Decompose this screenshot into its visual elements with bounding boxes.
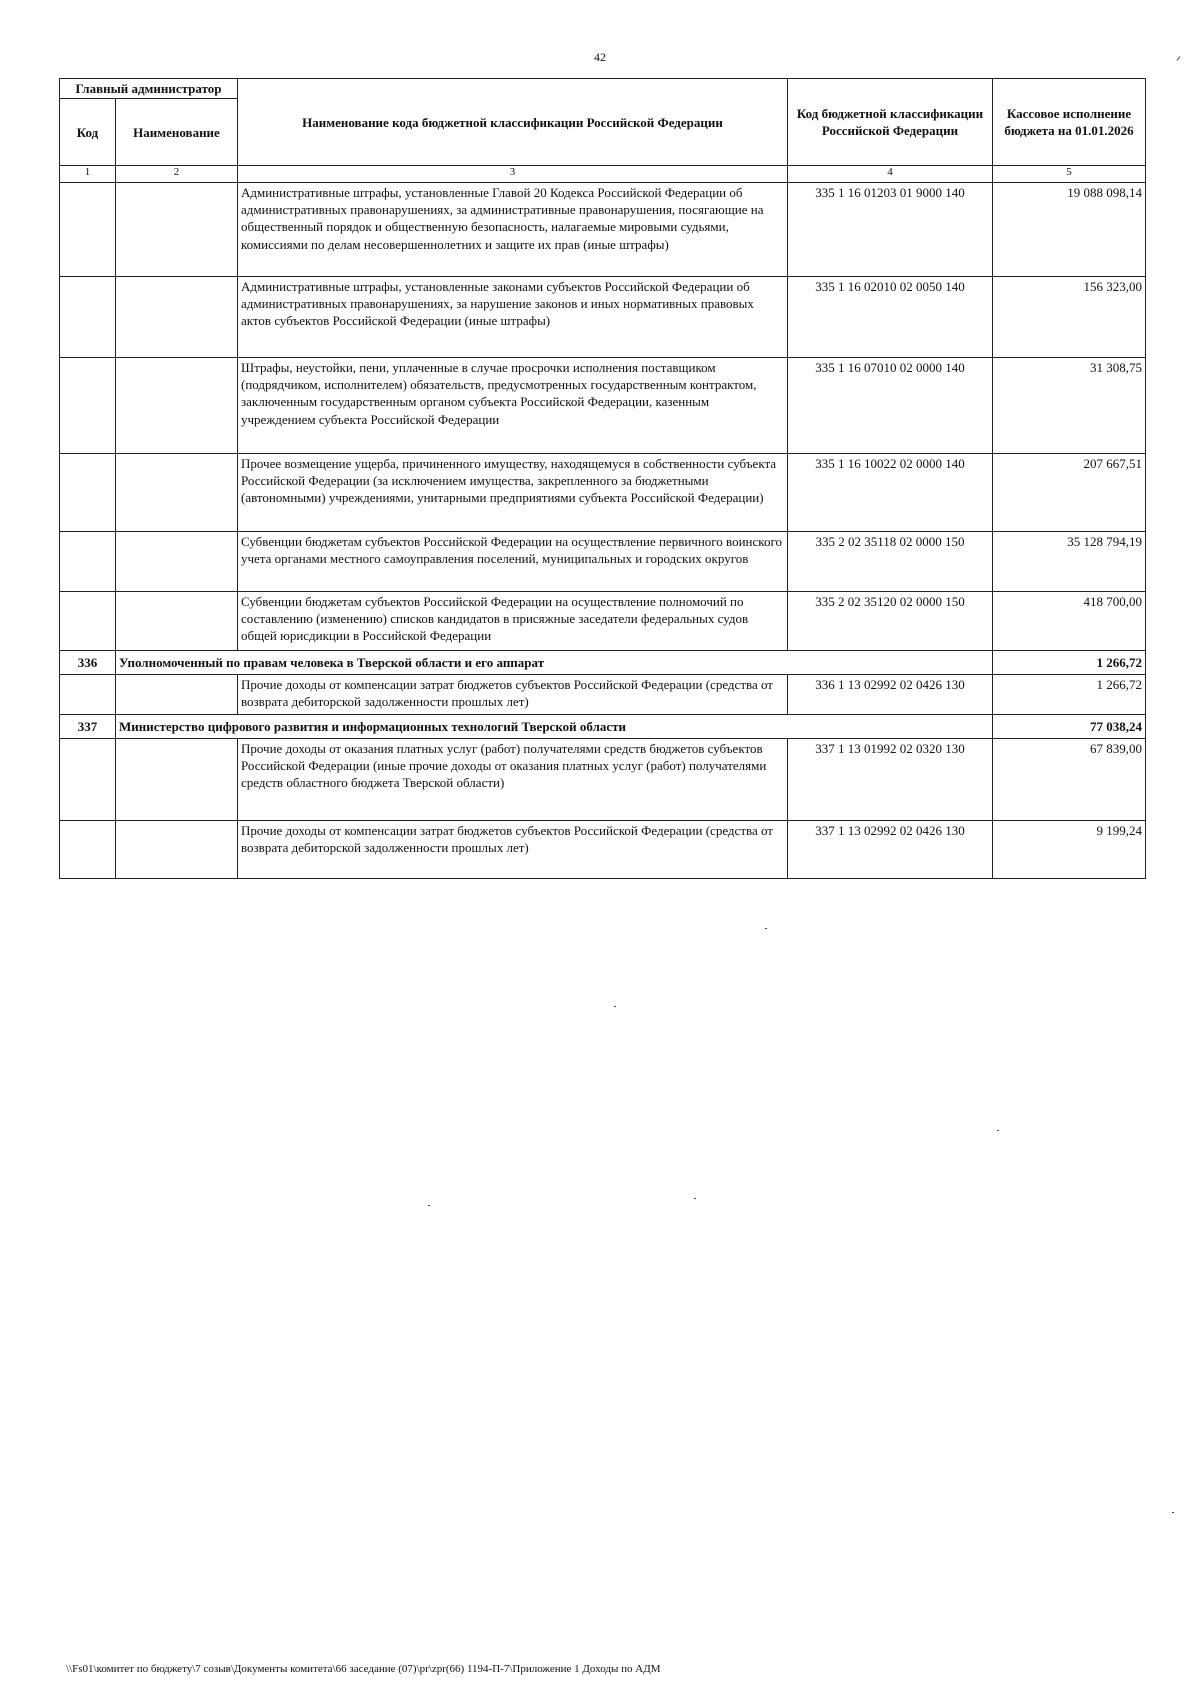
row-amount: 1 266,72 [993,675,1146,715]
row-amount: 67 839,00 [993,739,1146,821]
row-amount: 207 667,51 [993,454,1146,532]
row-description: Субвенции бюджетам субъектов Российской Федерации на осуществление полномочий по составлению (изменению) списков кандидатов в присяжные заседатели федеральных судов общей юрисдикции в Российской Федерации [238,592,788,651]
row-kbk-code: 337 1 13 02992 02 0426 130 [788,821,993,879]
row-kbk-code: 335 2 02 35120 02 0000 150 [788,592,993,651]
header-kbk-code: Код бюджетной классификации Российской Федерации [788,79,993,166]
scan-mark [694,1198,696,1199]
row-description: Прочее возмещение ущерба, причиненного имуществу, находящемуся в собственности субъекта Российской Федерации (за исключением имущества, закрепленного за бюджетными (автономными) учреждениями, унитарными предприятиями субъекта Российской Федерации) [238,454,788,532]
row-kbk-code: 335 1 16 07010 02 0000 140 [788,358,993,454]
table-row [60,739,1146,821]
page-number: 42 [594,50,606,64]
scan-mark [997,1130,999,1131]
column-number: 2 [116,166,238,183]
table-row [60,675,1146,715]
row-kbk-code: 335 2 02 35118 02 0000 150 [788,532,993,592]
table-row [60,358,1146,454]
administrator-code: 336 [60,651,116,675]
header-code: Код [60,99,116,166]
row-description: Административные штрафы, установленные Главой 20 Кодекса Российской Федерации об административных правонарушениях, за административные правонарушения, посягающие на общественный порядок и общественную безопасность, налагаемые мировыми судьями, комиссиями по делам несовершеннолетних и защите их прав (иные штрафы) [238,183,788,277]
row-amount: 19 088 098,14 [993,183,1146,277]
header-cash-execution: Кассовое исполнение бюджета на 01.01.2026 [993,79,1146,166]
table-row [60,592,1146,651]
column-numbers-row [60,166,1146,183]
file-path-footer: \\Fs01\комитет по бюджету\7 созыв\Документы комитета\66 заседание (07)\pr\zpr(66) 1194-П-7\Приложение 1 Доходы по АДМ [66,1663,661,1675]
row-kbk-code: 335 1 16 01203 01 9000 140 [788,183,993,277]
administrator-name: Уполномоченный по правам человека в Тверской области и его аппарат [116,651,993,675]
row-kbk-code: 336 1 13 02992 02 0426 130 [788,675,993,715]
row-description: Прочие доходы от компенсации затрат бюджетов субъектов Российской Федерации (средства от возврата дебиторской задолженности прошлых лет) [238,821,788,879]
table-row [60,821,1146,879]
column-number: 1 [60,166,116,183]
scan-mark [614,1006,616,1007]
row-description: Штрафы, неустойки, пени, уплаченные в случае просрочки исполнения поставщиком (подрядчиком, исполнителем) обязательств, предусмотренных государственным контрактом, заключенным государственным органом субъекта Российской Федерации, казенным учреждением субъекта Российской Федерации [238,358,788,454]
row-description: Прочие доходы от оказания платных услуг (работ) получателями средств бюджетов субъектов Российской Федерации (иные прочие доходы от оказания платных услуг (работ) получателями средств областного бюджета Тверской области) [238,739,788,821]
administrator-code: 337 [60,715,116,739]
header-kbk-name: Наименование кода бюджетной классификации Российской Федерации [238,79,788,166]
table-row [60,532,1146,592]
table-row [60,277,1146,358]
row-kbk-code: 335 1 16 02010 02 0050 140 [788,277,993,358]
scan-mark [428,1205,430,1206]
row-kbk-code: 337 1 13 01992 02 0320 130 [788,739,993,821]
row-amount: 156 323,00 [993,277,1146,358]
administrator-amount: 77 038,24 [993,715,1146,739]
table-row [60,454,1146,532]
administrator-amount: 1 266,72 [993,651,1146,675]
column-number: 3 [238,166,788,183]
scan-mark [1172,1512,1174,1513]
row-amount: 9 199,24 [993,821,1146,879]
row-description: Субвенции бюджетам субъектов Российской Федерации на осуществление первичного воинского учета органами местного самоуправления поселений, муниципальных и городских округов [238,532,788,592]
row-description: Административные штрафы, установленные законами субъектов Российской Федерации об административных правонарушениях, за нарушение законов и иных нормативных правовых актов субъектов Российской Федерации (иные штрафы) [238,277,788,358]
revenue-table [59,78,1146,879]
column-number: 4 [788,166,993,183]
header-main-admin: Главный администратор [60,79,238,99]
administrator-row [60,715,1146,739]
row-kbk-code: 335 1 16 10022 02 0000 140 [788,454,993,532]
row-amount: 35 128 794,19 [993,532,1146,592]
column-number: 5 [993,166,1146,183]
administrator-row [60,651,1146,675]
row-description: Прочие доходы от компенсации затрат бюджетов субъектов Российской Федерации (средства от возврата дебиторской задолженности прошлых лет) [238,675,788,715]
scan-mark [765,928,767,929]
table-row [60,183,1146,277]
row-amount: 418 700,00 [993,592,1146,651]
header-name: Наименование [116,99,238,166]
administrator-name: Министерство цифрового развития и информационных технологий Тверской области [116,715,993,739]
row-amount: 31 308,75 [993,358,1146,454]
